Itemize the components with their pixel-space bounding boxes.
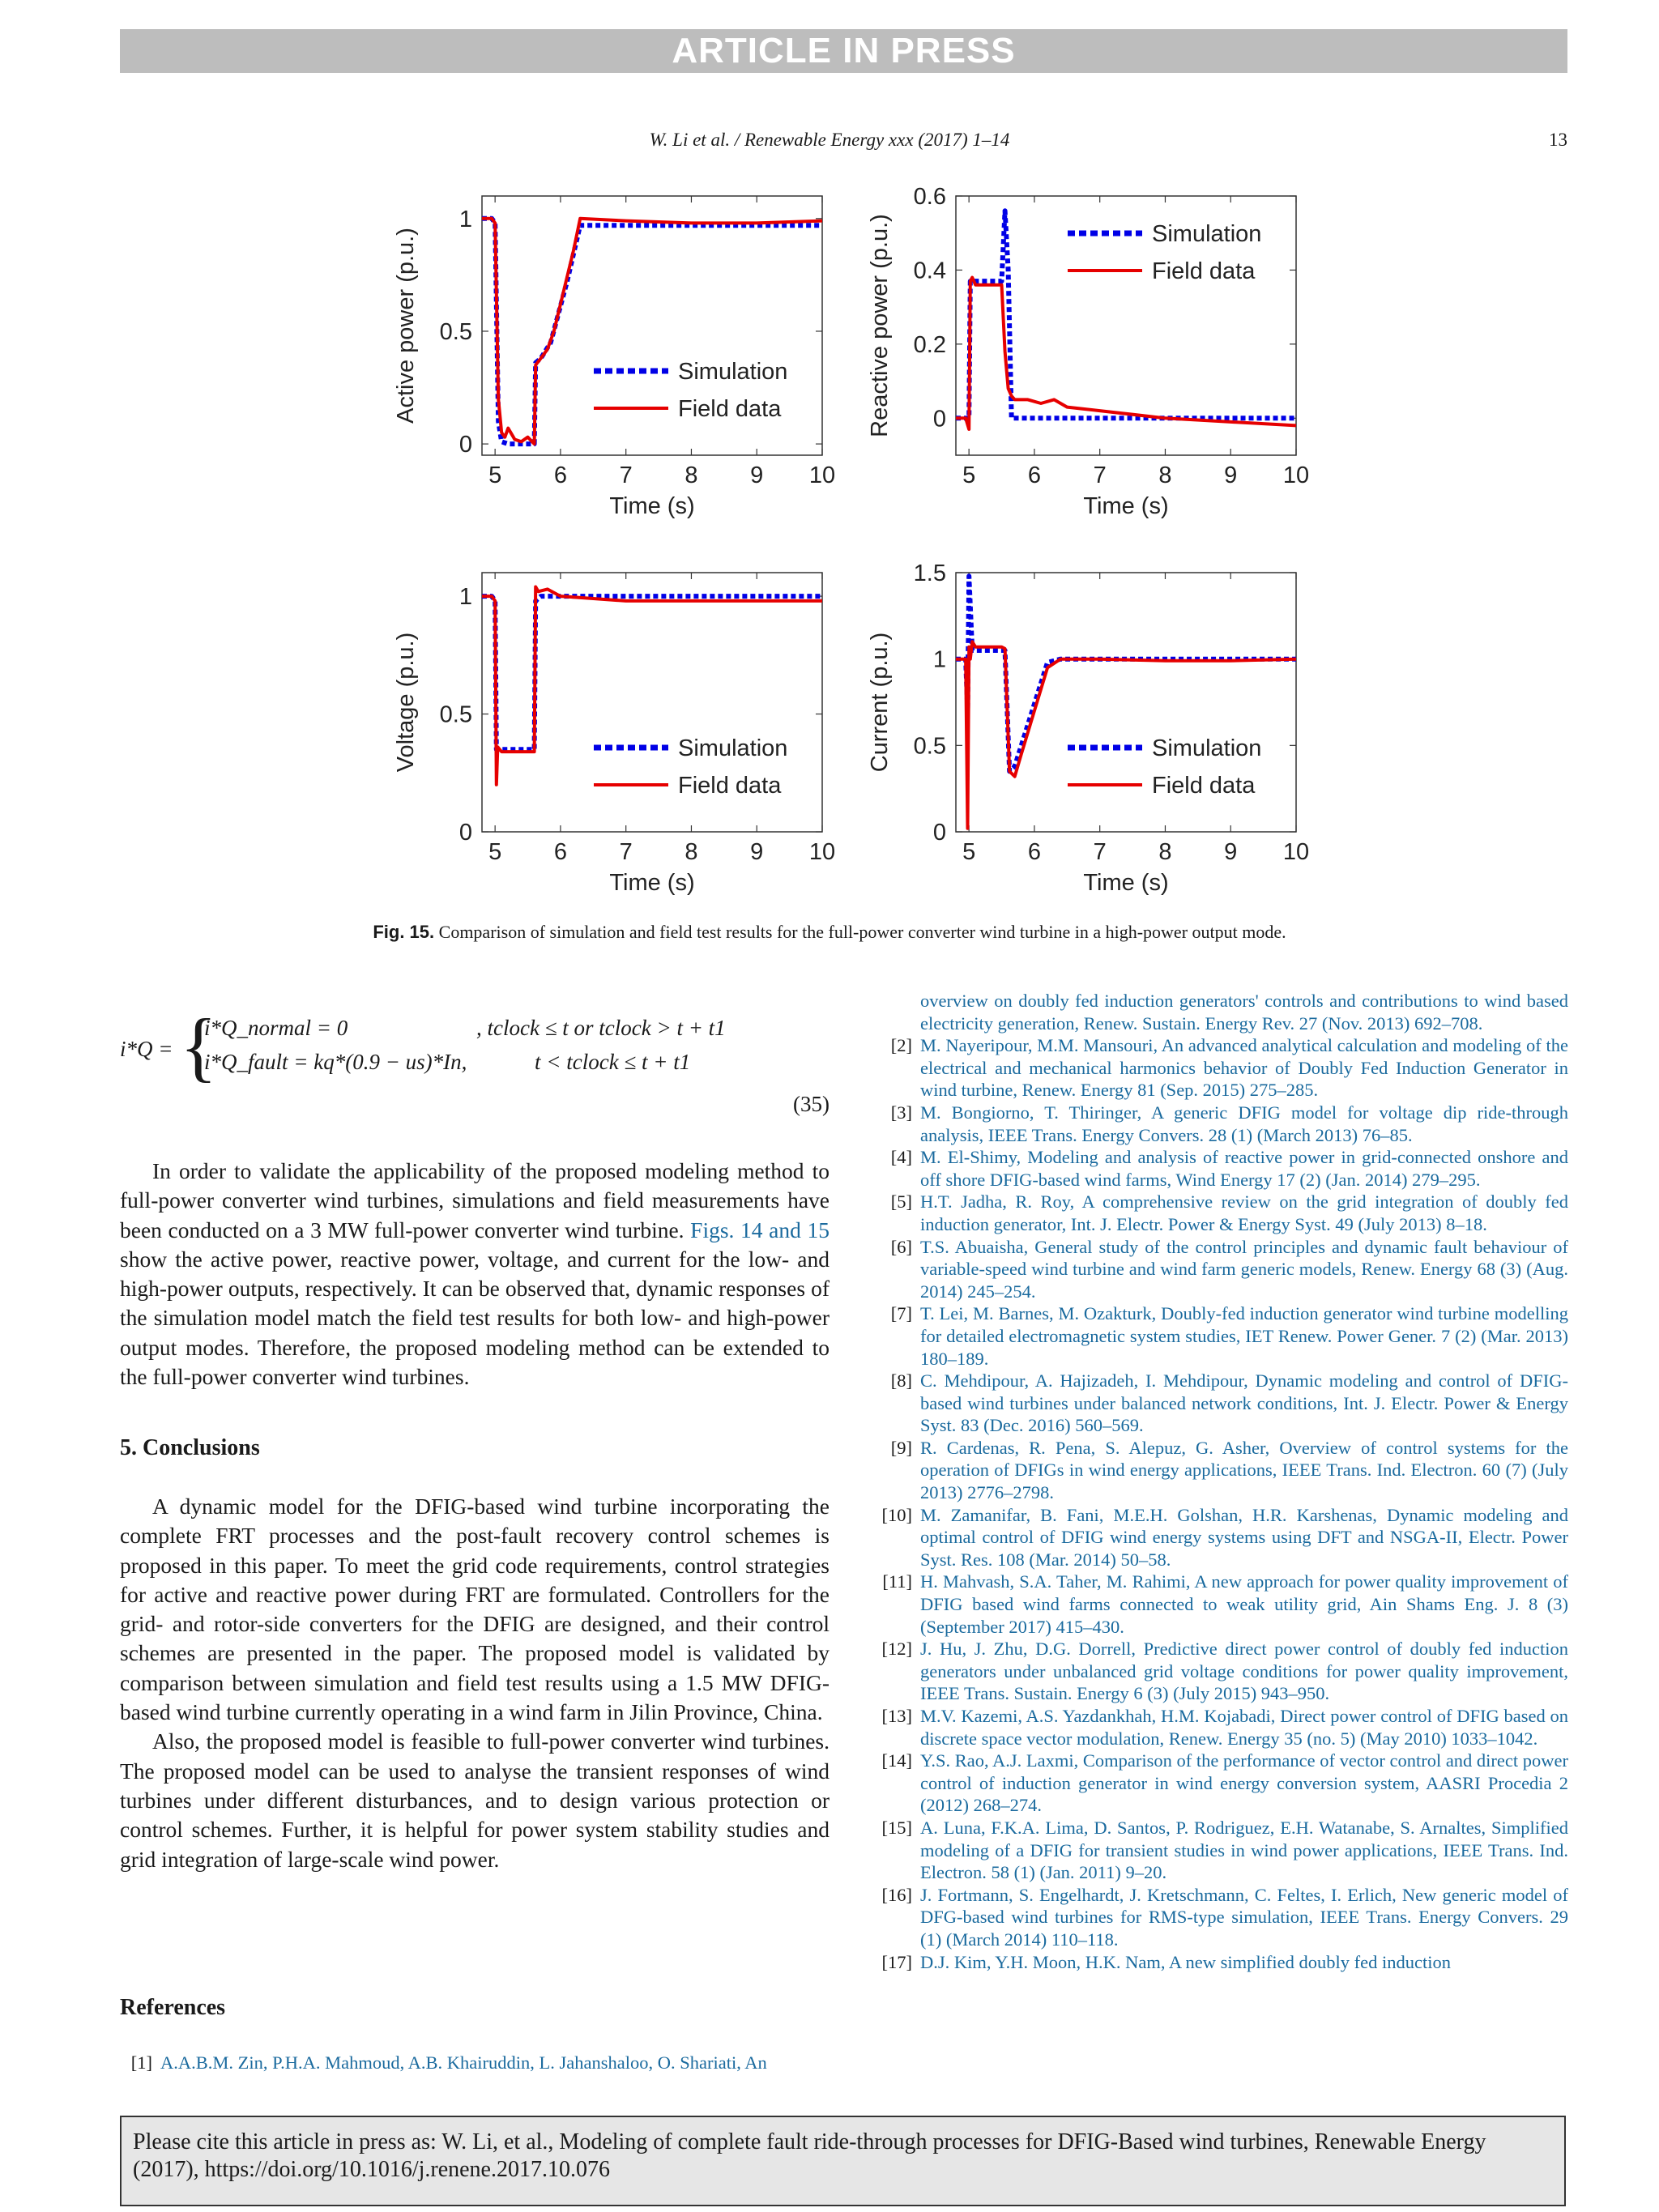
reference-item[interactable] xyxy=(872,1102,1568,1146)
running-head: W. Li et al. / Renewable Energy xxx (2017) 1–14 xyxy=(649,130,1010,150)
y-tick-label: 0 xyxy=(932,820,946,846)
reference-text[interactable]: A.A.B.M. Zin, P.H.A. Mahmoud, A.B. Khairuddin, L. Jahanshaloo, O. Shariati, An xyxy=(160,2052,767,2073)
reference-item[interactable] xyxy=(872,1370,1568,1437)
paragraph-validation xyxy=(120,1157,830,1392)
y-tick-label: 0 xyxy=(458,432,472,458)
equation-lhs: i*Q = xyxy=(120,1037,173,1061)
figure-caption xyxy=(0,922,1659,943)
x-tick-label: 5 xyxy=(488,462,502,488)
y-tick-label: 0.5 xyxy=(913,733,946,760)
x-tick-label: 8 xyxy=(1158,462,1172,488)
x-tick-label: 6 xyxy=(553,462,567,488)
y-tick-label: 0.4 xyxy=(913,258,946,284)
x-tick-label: 9 xyxy=(750,839,764,865)
reference-text[interactable]: M. El-Shimy, Modeling and analysis of reactive power in grid-connected onshore and off shore DFIG-based wind farms, Wind Energy 17 (2) (Jan. 2014) 279–295. xyxy=(920,1147,1568,1190)
reference-number: [10] xyxy=(881,1504,912,1525)
legend-label: Simulation xyxy=(1152,221,1262,247)
caption-label: Fig. 15. xyxy=(373,922,435,942)
x-axis-label: Time (s) xyxy=(1083,493,1169,519)
reference-item[interactable] xyxy=(872,1817,1568,1884)
y-tick-label: 1 xyxy=(458,584,472,611)
x-tick-label: 9 xyxy=(1224,839,1238,865)
reference-text[interactable]: C. Mehdipour, A. Hajizadeh, I. Mehdipour, Dynamic modeling and control of DFIG-based wind turbines under balanced network conditions, Int. J. Electr. Power & Energy Syst. 83 (Dec. 2016) 560–569. xyxy=(920,1370,1568,1436)
figs-14-15-link[interactable]: Figs. 14 and 15 xyxy=(690,1217,830,1242)
reference-text[interactable]: T.S. Abuaisha, General study of the control principles and dynamic fault behaviour of variable-speed wind turbine and wind farm generic models, Renew. Energy 68 (3) (Aug. 2014) 245–254. xyxy=(920,1236,1568,1302)
legend-label: Simulation xyxy=(1152,735,1262,761)
reference-item[interactable] xyxy=(872,1638,1568,1705)
reference-number: [13] xyxy=(881,1706,912,1726)
legend-label: Field data xyxy=(678,773,782,799)
paragraph2: A dynamic model for the DFIG-based wind turbine incorporating the complete FRT processes and the post-fault recovery control schemes is proposed in this paper. To meet the grid code requirements, control strategies for active and reactive power during FRT are formulated. Controllers for the grid- and rotor-side converters for the DFIG are designed, and their control schemes are presented in the paper. The proposed model is validated by comparison between simulation and field test results using a 1.5 MW DFIG-based wind turbine currently operating in a wind farm in Jilin Province, China. xyxy=(120,1494,830,1725)
reference-text[interactable]: M. Bongiorno, T. Thiringer, A generic DFIG model for voltage dip ride-through analysis, IEEE Trans. Energy Convers. 28 (1) (March 2013) 76–85. xyxy=(920,1102,1568,1145)
reference-text[interactable]: H.T. Jadha, R. Roy, A comprehensive review on the grid integration of doubly fed induction generator, Int. J. Electr. Power & Energy Syst. 49 (July 2013) 8–18. xyxy=(920,1191,1568,1234)
reference-text[interactable]: J. Fortmann, S. Engelhardt, J. Kretschmann, C. Feltes, I. Erlich, New generic model of DFG-based wind turbines for RMS-type simulation, IEEE Trans. Energy Convers. 29 (1) (March 2014) 110–118. xyxy=(920,1884,1568,1950)
x-tick-label: 7 xyxy=(619,839,633,865)
reference-number: [6] xyxy=(890,1236,912,1257)
reference-text[interactable]: A. Luna, F.K.A. Lima, D. Santos, P. Rodriguez, E.H. Watanabe, S. Arnaltes, Simplified modeling of a DFIG for transient studies in wind power applications, IEEE Trans. Ind. Electron. 58 (1) (Jan. 2011) 9–20. xyxy=(920,1817,1568,1883)
x-tick-label: 6 xyxy=(553,839,567,865)
reference-text[interactable]: D.J. Kim, Y.H. Moon, H.K. Nam, A new simplified doubly fed induction xyxy=(920,1951,1451,1972)
paragraph3: Also, the proposed model is feasible to full-power converter wind turbines. The proposed model can be used to analyse the transient responses of wind turbines under different disturbances, and to design various protection or control schemes. Further, it is helpful for power system stability studies and grid integration of large-scale wind power. xyxy=(120,1728,830,1872)
legend-label: Field data xyxy=(1152,773,1256,799)
reference-number: [17] xyxy=(881,1951,912,1972)
reference-number: [15] xyxy=(881,1817,912,1838)
x-tick-label: 6 xyxy=(1027,462,1041,488)
section-heading-conclusions: 5. Conclusions xyxy=(120,1435,260,1460)
x-tick-label: 8 xyxy=(684,839,698,865)
paragraph1-text-b: show the active power, reactive power, voltage, and current for the low- and high-power outputs, respectively. It can be observed that, dynamic responses of the simulation model match the field test results for both low- and high-power output modes. Therefore, the proposed modeling method can be extended to the full-power converter wind turbines. xyxy=(120,1246,830,1390)
chart-current xyxy=(863,560,1316,919)
y-tick-label: 0 xyxy=(458,820,472,846)
x-tick-label: 9 xyxy=(1224,462,1238,488)
references-heading: References xyxy=(120,1995,226,2020)
y-tick-label: 0.5 xyxy=(439,318,472,345)
reference-text[interactable]: J. Hu, J. Zhu, D.G. Dorrell, Predictive direct power control of doubly fed induction generators under unbalanced grid voltage conditions for power quality improvement, IEEE Trans. Sustain. Energy 6 (3) (July 2015) 943–950. xyxy=(920,1639,1568,1704)
reference-number: [16] xyxy=(881,1884,912,1905)
references-list xyxy=(872,990,1568,1973)
reference-item[interactable] xyxy=(872,1034,1568,1102)
reference-number: [5] xyxy=(890,1191,912,1213)
y-tick-label: 1.5 xyxy=(913,560,946,586)
y-tick-label: 1 xyxy=(932,646,946,673)
reference-text[interactable]: overview on doubly fed induction generators' controls and contributions to wind based electricity generation, Renew. Sustain. Energy Rev. 27 (Nov. 2013) 692–708. xyxy=(920,991,1568,1034)
y-axis-label: Reactive power (p.u.) xyxy=(867,214,893,437)
equation-case2-condition: t < tclock ≤ t + t1 xyxy=(535,1050,691,1074)
x-axis-label: Time (s) xyxy=(1083,870,1169,896)
reference-number: [9] xyxy=(890,1437,912,1458)
equation-case1-condition: , tclock ≤ t or tclock > t + t1 xyxy=(476,1016,726,1040)
paragraph-conclusions xyxy=(120,1492,830,1874)
equation-number: (35) xyxy=(793,1092,830,1116)
reference-number: [11] xyxy=(882,1571,912,1592)
reference-number: [8] xyxy=(890,1370,912,1392)
reference-number: [1] xyxy=(130,2052,152,2073)
equation-case2-lhs: i*Q_fault = kq*(0.9 − us)*In, xyxy=(204,1050,467,1074)
x-tick-label: 8 xyxy=(1158,839,1172,865)
y-tick-label: 0 xyxy=(932,406,946,433)
y-tick-label: 0.2 xyxy=(913,331,946,358)
reference-text[interactable]: Y.S. Rao, A.J. Laxmi, Comparison of the performance of vector control and direct power control of induction generator in wind energy conversion system, AASRI Procedia 2 (2012) 268–274. xyxy=(920,1750,1569,1816)
caption-text: Comparison of simulation and field test results for the full-power converter wind turbine in a high-power output mode. xyxy=(438,922,1286,942)
reference-number: [12] xyxy=(881,1639,912,1660)
reference-text[interactable]: M. Zamanifar, B. Fani, M.E.H. Golshan, H.R. Karshenas, Dynamic modeling and optimal control of DFIG wind energy systems using DFT and NSGA-II, Electr. Power Syst. Res. 108 (Mar. 2014) 50–58. xyxy=(920,1504,1568,1570)
x-tick-label: 5 xyxy=(962,462,976,488)
equation-brace: { xyxy=(180,1003,218,1089)
x-tick-label: 10 xyxy=(1282,839,1310,865)
chart-active-power xyxy=(389,186,842,543)
equation-case1-lhs: i*Q_normal = 0 xyxy=(204,1016,348,1040)
reference-item[interactable] xyxy=(872,1951,1568,1974)
reference-item[interactable] xyxy=(872,1884,1568,1951)
reference-text[interactable]: R. Cardenas, R. Pena, S. Alepuz, G. Asher, Overview of control systems for the operation of DFIGs in wind energy applications, IEEE Trans. Ind. Electron. 60 (7) (July 2013) 2776–2798. xyxy=(920,1437,1568,1503)
equation-35 xyxy=(120,1003,830,1134)
reference-1[interactable] xyxy=(120,2052,830,2073)
reference-item[interactable] xyxy=(872,1750,1568,1817)
x-tick-label: 5 xyxy=(962,839,976,865)
paragraph1-text-a: In order to validate the applicability of the proposed modeling method to full-power converter wind turbines, simulations and field measurements have been conducted on a 3 MW full-power converter wind turbine. xyxy=(120,1158,830,1242)
x-tick-label: 9 xyxy=(750,462,764,488)
reference-number: [2] xyxy=(890,1035,912,1056)
reference-1-continuation[interactable] xyxy=(872,990,1568,1034)
x-tick-label: 10 xyxy=(1282,462,1310,488)
x-tick-label: 7 xyxy=(619,462,633,488)
reference-number: [3] xyxy=(890,1102,912,1123)
reference-item[interactable] xyxy=(872,1571,1568,1638)
reference-text[interactable]: M.V. Kazemi, A.S. Yazdankhah, H.M. Kojabadi, Direct power control of DFIG based on discrete space vector modulation, Renew. Energy 35 (no. 5) (May 2010) 1033–1042. xyxy=(920,1706,1568,1749)
article-in-press-banner: ARTICLE IN PRESS xyxy=(120,29,1567,73)
x-axis-label: Time (s) xyxy=(609,870,695,896)
y-axis-label: Current (p.u.) xyxy=(867,632,893,773)
reference-item[interactable] xyxy=(872,1302,1568,1370)
x-tick-label: 10 xyxy=(808,462,836,488)
x-tick-label: 10 xyxy=(808,839,836,865)
legend-label: Simulation xyxy=(678,359,788,385)
chart-voltage xyxy=(389,563,842,919)
x-tick-label: 5 xyxy=(488,839,502,865)
legend-label: Simulation xyxy=(678,735,788,761)
legend-label: Field data xyxy=(678,396,782,422)
chart-reactive-power xyxy=(863,186,1316,543)
reference-item[interactable] xyxy=(872,1437,1568,1504)
reference-number-blank xyxy=(872,990,920,1034)
reference-number: [4] xyxy=(890,1147,912,1168)
x-tick-label: 7 xyxy=(1093,462,1107,488)
reference-item[interactable] xyxy=(872,1705,1568,1750)
x-tick-label: 8 xyxy=(684,462,698,488)
reference-number: [7] xyxy=(890,1303,912,1324)
y-tick-label: 0.6 xyxy=(913,184,946,210)
y-axis-label: Voltage (p.u.) xyxy=(393,632,419,773)
reference-item[interactable] xyxy=(872,1191,1568,1235)
page-number: 13 xyxy=(1549,130,1567,150)
reference-text[interactable]: H. Mahvash, S.A. Taher, M. Rahimi, A new approach for power quality improvement of DFIG based wind farms connected to weak utility grid, Ain Shams Eng. J. 8 (3) (September 2017) 415–430. xyxy=(920,1571,1568,1637)
reference-number: [14] xyxy=(881,1750,912,1771)
reference-text[interactable]: M. Nayeripour, M.M. Mansouri, An advanced analytical calculation and modeling of the electrical and mechanical harmonics behavior of Doubly Fed Induction Generator in wind turbine, Renew. Energy 81 (Sep. 2015) 275–285. xyxy=(920,1035,1568,1101)
reference-text[interactable]: T. Lei, M. Barnes, M. Ozakturk, Doubly-fed induction generator wind turbine modelling for detailed electromagnetic system studies, IET Renew. Power Gener. 7 (2) (Mar. 2013) 180–189. xyxy=(920,1303,1568,1369)
y-tick-label: 1 xyxy=(458,206,472,232)
citation-box: Please cite this article in press as: W. Li, et al., Modeling of complete fault ride-through processes for DFIG-Based wind turbines, Renewable Energy (2017), https://doi.org/10.1016/j.renene.2017.10.076 xyxy=(120,2116,1566,2206)
reference-item[interactable] xyxy=(872,1504,1568,1571)
references-items xyxy=(872,1034,1568,1973)
reference-item[interactable] xyxy=(872,1146,1568,1191)
y-tick-label: 0.5 xyxy=(439,701,472,728)
y-axis-label: Active power (p.u.) xyxy=(393,228,419,424)
legend-label: Field data xyxy=(1152,258,1256,284)
x-tick-label: 6 xyxy=(1027,839,1041,865)
x-axis-label: Time (s) xyxy=(609,493,695,519)
x-tick-label: 7 xyxy=(1093,839,1107,865)
reference-item[interactable] xyxy=(872,1236,1568,1303)
